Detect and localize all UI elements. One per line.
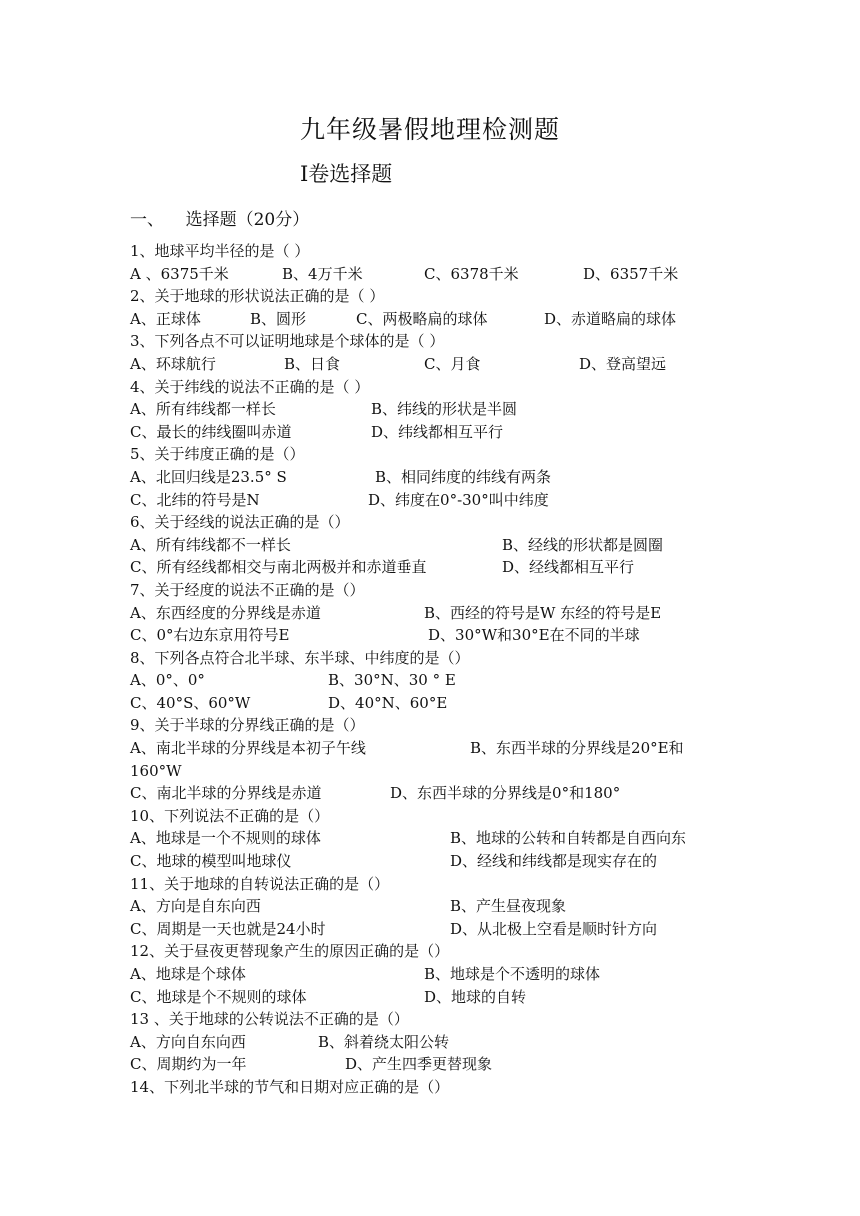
option-a: A、地球是一个不规则的球体 [130,829,321,848]
option-row [130,760,750,783]
question-stem: 1、地球平均半径的是（ ） [130,242,310,260]
option-a: A、方向自东向西 [130,1032,246,1051]
option-row [130,669,750,692]
option-c: C、周期是一天也就是24小时 [130,919,326,938]
question-stem: 14、下列北半球的节气和日期对应正确的是（） [130,1077,450,1096]
option-d: D、30°W和30°E在不同的半球 [428,626,640,645]
part-subtitle: Ⅰ卷选择题 [300,162,393,186]
option-a: A、正球体 [130,309,201,328]
option-b: B、产生昼夜现象 [450,897,567,916]
option-c: C、两极略扁的球体 [356,309,488,328]
option-b: B、30°N、30 ° E [328,671,456,690]
option-row [130,534,750,557]
option-row [130,986,750,1009]
question-stem: 9、关于半球的分界线正确的是（） [130,716,365,735]
question-stem: 8、下列各点符合北半球、东半球、中纬度的是（） [130,648,470,667]
option-row [130,624,750,647]
page-title: 九年级暑假地理检测题 [299,115,560,144]
option-c: C、周期约为一年 [130,1055,247,1074]
question-stem: 10、下列说法不正确的是（） [130,806,330,825]
option-d: D、从北极上空看是顺时针方向 [450,919,658,938]
question-stem: 4、关于纬线的说法不正确的是（ ） [130,377,370,396]
option-b-continued: 160°W [130,761,182,780]
option-d: D、经线和纬线都是现实存在的 [450,852,658,871]
option-d: D、40°N、60°E [328,693,448,712]
option-b: B、相同纬度的纬线有两条 [375,467,552,486]
option-row [130,466,750,489]
option-a: A、所有纬线都不一样长 [130,535,291,554]
option-b: B、地球是个不透明的球体 [424,965,601,983]
option-row [130,263,750,286]
option-b: B、经线的形状都是圆圈 [502,535,664,554]
option-d: D、东西半球的分界线是0°和180° [390,784,621,803]
option-b: B、日食 [284,354,341,373]
option-c: C、40°S、60°W [130,693,251,712]
option-d: D、产生四季更替现象 [345,1055,493,1074]
option-d: D、纬线都相互平行 [371,422,504,441]
option-b: B、斜着绕太阳公转 [318,1032,450,1051]
option-row [130,1031,750,1054]
option-row [130,692,750,715]
option-c: C、地球的模型叫地球仪 [130,852,292,871]
option-b: B、圆形 [250,309,307,328]
option-row [130,489,750,512]
option-d: D、地球的自转 [424,987,527,1006]
option-c: C、6378千米 [424,264,519,283]
option-d: D、6357千米 [583,264,679,283]
option-row [130,963,750,986]
option-a: A、方向是自东向西 [130,897,261,916]
option-c: C、所有经线都相交与南北两极并和赤道垂直 [130,558,427,577]
option-d: D、登高望远 [579,354,667,373]
option-a: A、北回归线是23.5° S [130,467,287,486]
option-c: C、南北半球的分界线是赤道 [130,784,322,803]
option-d: D、赤道略扁的球体 [544,309,677,328]
option-row [130,850,750,873]
question-stem: 6、关于经线的说法正确的是（） [130,513,350,532]
option-c: C、北纬的符号是N [130,490,260,509]
option-row [130,398,750,421]
option-a: A、南北半球的分界线是本初子午线 [130,739,366,758]
option-row [130,1053,750,1076]
option-row [130,918,750,941]
option-row [130,353,750,376]
option-row [130,602,750,625]
option-a: A、所有纬线都一样长 [130,400,276,419]
option-row [130,895,750,918]
option-row [130,421,750,444]
option-row [130,827,750,850]
option-c: C、0°右边东京用符号E [130,626,290,645]
option-c: C、最长的纬线圈叫赤道 [130,422,292,441]
question-stem: 12、关于昼夜更替现象产生的原因正确的是（） [130,942,450,961]
option-b: B、西经的符号是W 东经的符号是E [424,603,662,622]
question-list [130,240,750,1099]
question-stem: 2、关于地球的形状说法正确的是（ ） [130,287,385,306]
option-row [130,737,750,760]
option-a: A、环球航行 [130,354,216,373]
question-stem: 3、下列各点不可以证明地球是个球体的是（ ） [130,332,445,351]
option-d: D、纬度在0°-30°叫中纬度 [368,490,549,509]
question-stem: 13 、关于地球的公转说法不正确的是（） [130,1010,409,1029]
option-row [130,782,750,805]
option-b: B、东西半球的分界线是20°E和 [470,739,684,758]
option-a: A、东西经度的分界线是赤道 [130,603,321,622]
option-c: C、地球是个不规则的球体 [130,987,307,1006]
option-b: B、地球的公转和自转都是自西向东 [450,829,687,848]
option-b: B、4万千米 [282,264,363,283]
option-d: D、经线都相互平行 [502,558,635,577]
option-row [130,308,750,331]
section-heading: 一、 选择题（20分） [130,210,310,230]
option-a: A、0°、0° [130,671,205,690]
option-b: B、纬线的形状是半圆 [371,400,518,419]
option-a: A 、6375千米 [130,264,229,283]
question-stem: 5、关于纬度正确的是（） [130,445,305,464]
option-a: A、地球是个球体 [130,965,246,983]
option-row [130,556,750,579]
question-stem: 11、关于地球的自转说法正确的是（） [130,874,390,893]
option-c: C、月食 [424,354,481,373]
question-stem: 7、关于经度的说法不正确的是（） [130,580,365,599]
